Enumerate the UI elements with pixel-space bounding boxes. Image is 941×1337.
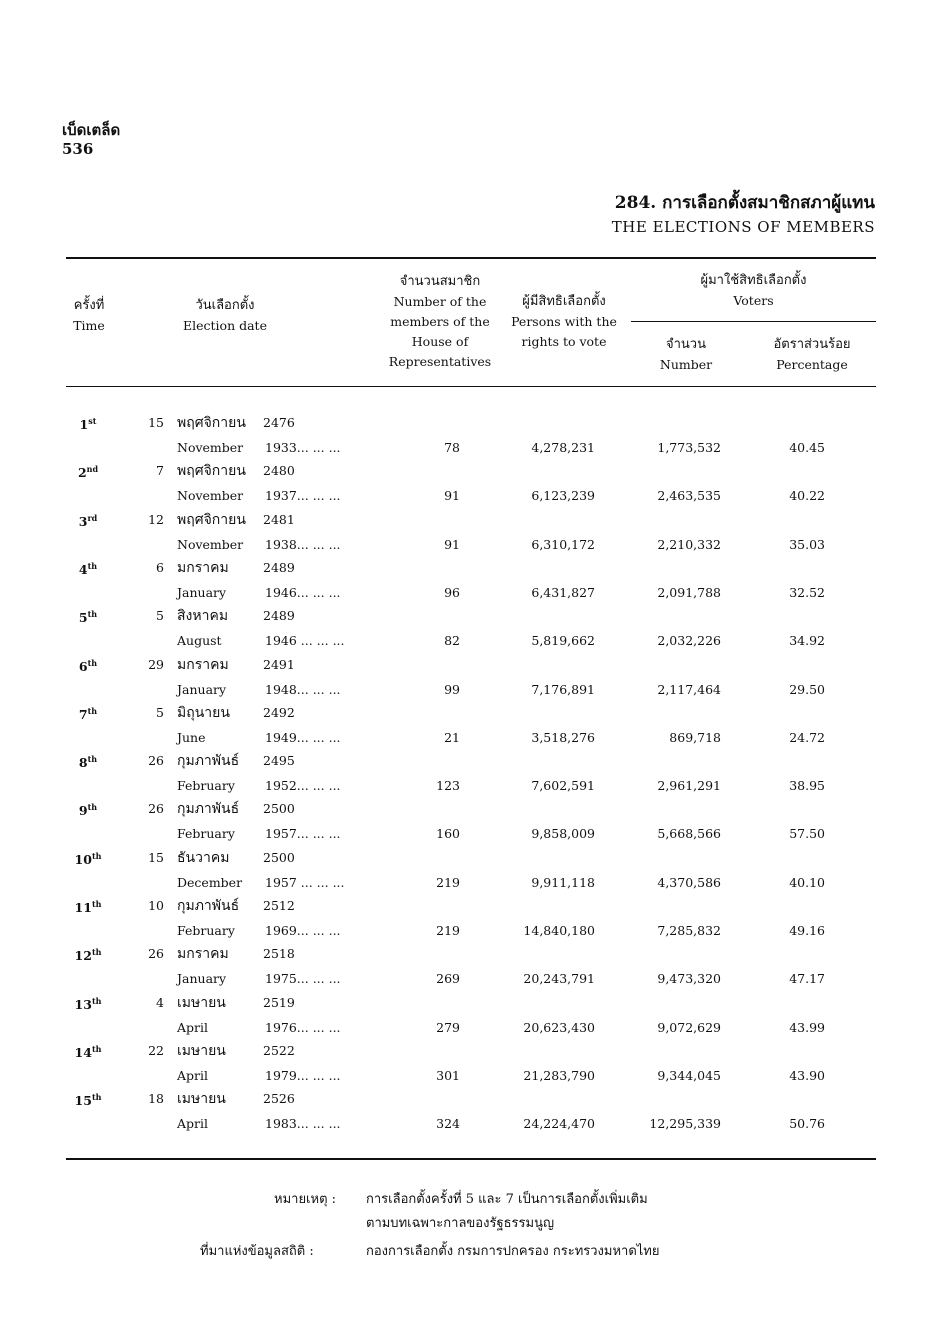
row-time-suffix: th (87, 802, 98, 813)
row-thai-year: 2489 (263, 559, 295, 575)
row-time-number: 6 (78, 658, 88, 674)
row-thai-month: มกราคม (177, 656, 229, 673)
row-time (66, 655, 110, 675)
row-year: 1933... ... ... (265, 440, 341, 455)
row-month: April (177, 1067, 208, 1083)
row-time (66, 1041, 110, 1061)
row-month: June (177, 729, 206, 745)
row-time-suffix: th (91, 995, 102, 1006)
page-number: 536 (62, 140, 94, 158)
row-voters: 4,370,586 (657, 874, 721, 890)
col-date-header: วันเลือกตั้ง Election date (183, 298, 267, 333)
row-members: 82 (444, 633, 460, 649)
row-thai-year: 2522 (263, 1042, 295, 1058)
remark-line-2: ตามบทเฉพาะกาลของรัฐธรรมนูญ (366, 1216, 555, 1231)
row-rights: 9,911,118 (531, 874, 595, 890)
row-year: 1957... ... ... (265, 826, 341, 842)
row-voters: 2,210,332 (657, 536, 721, 552)
row-time-suffix: nd (86, 464, 99, 475)
row-percentage: 57.50 (789, 826, 825, 842)
table-title-thai: 284. การเลือกตั้งสมาชิกสภาผู้แทน (614, 193, 875, 213)
row-time-number: 13 (74, 996, 92, 1012)
row-voters: 12,295,339 (649, 1116, 721, 1132)
row-thai-year: 2481 (263, 511, 295, 527)
row-percentage: 43.99 (789, 1019, 825, 1035)
row-time-suffix: th (87, 560, 98, 571)
row-time-suffix: th (91, 899, 102, 909)
row-voters: 869,718 (669, 729, 721, 745)
row-day: 7 (156, 463, 164, 479)
row-time-suffix: th (87, 705, 98, 716)
row-month: January (177, 971, 227, 987)
row-year: 1946... ... ... (265, 584, 341, 600)
col-time-header: ครั้งที่ Time (73, 298, 105, 333)
row-members: 269 (436, 971, 460, 987)
row-day: 22 (148, 1042, 164, 1058)
row-time (66, 848, 110, 868)
row-time-suffix: th (87, 657, 98, 668)
row-thai-month: มิถุนายน (177, 704, 230, 721)
row-percentage: 35.03 (789, 536, 825, 552)
table-bottom-rule (66, 1158, 876, 1160)
row-thai-year: 2526 (263, 1091, 295, 1107)
row-rights: 4,278,231 (531, 440, 595, 455)
row-percentage: 29.50 (789, 681, 825, 697)
row-time (66, 751, 110, 771)
row-time (66, 993, 110, 1013)
row-time (66, 703, 110, 723)
row-thai-month: พฤศจิกายน (177, 463, 246, 480)
row-rights: 3,518,276 (531, 729, 595, 745)
row-thai-month: พฤศจิกายน (177, 511, 246, 528)
row-time-number: 9 (78, 803, 88, 819)
row-day: 29 (148, 656, 164, 672)
row-thai-month: สิงหาคม (177, 608, 229, 625)
source-text: กองการเลือกตั้ง กรมการปกครอง กระทรวงมหาดไทย (366, 1244, 660, 1259)
row-rights: 7,602,591 (531, 778, 595, 794)
row-day: 26 (148, 801, 164, 817)
row-rights: 24,224,470 (523, 1116, 595, 1132)
col-rights-header: ผู้มีสิทธิเลือกตั้ง Persons with the rights to vote (511, 294, 617, 349)
row-month: November (177, 440, 244, 455)
row-time-number: 11 (74, 900, 92, 916)
table-top-rule (66, 257, 876, 259)
row-thai-month: กุมภาพันธ์ (177, 801, 240, 818)
row-day: 15 (148, 849, 164, 865)
row-day: 26 (148, 946, 164, 962)
remark-line-1: การเลือกตั้งครั้งที่ 5 และ 7 เป็นการเลือกตั้งเพิ่มเติม (366, 1192, 648, 1207)
row-percentage: 38.95 (789, 778, 825, 794)
col-voters-header: ผู้มาใช้สิทธิเลือกตั้ง Voters (700, 273, 807, 308)
row-thai-month: กุมภาพันธ์ (177, 753, 240, 770)
row-members: 219 (436, 874, 460, 890)
row-percentage: 43.90 (789, 1067, 825, 1083)
row-year: 1948... ... ... (265, 681, 341, 697)
row-rights: 7,176,891 (531, 681, 595, 697)
row-time (66, 461, 110, 481)
row-day: 6 (156, 559, 164, 575)
row-day: 10 (148, 898, 164, 913)
row-rights: 9,858,009 (531, 826, 595, 842)
table-header-rule (66, 386, 876, 387)
row-thai-month: มกราคม (177, 946, 229, 963)
row-voters: 9,072,629 (657, 1019, 721, 1035)
row-thai-year: 2480 (263, 463, 295, 479)
row-thai-month: ธันวาคม (177, 849, 230, 866)
row-thai-year: 2491 (263, 656, 295, 672)
row-month: January (177, 584, 227, 600)
row-time-number: 7 (78, 706, 88, 722)
remark-label: หมายเหตุ : (274, 1192, 337, 1207)
row-month: November (177, 536, 244, 552)
row-time (66, 510, 110, 530)
row-time-suffix: th (87, 754, 98, 765)
row-time-number: 5 (78, 610, 88, 626)
row-rights: 21,283,790 (523, 1067, 595, 1083)
row-thai-year: 2489 (263, 608, 295, 624)
row-members: 91 (444, 536, 460, 552)
row-rights: 6,310,172 (531, 536, 595, 552)
row-day: 15 (148, 415, 164, 430)
row-time-number: 10 (74, 851, 92, 867)
row-time-number: 15 (74, 1093, 92, 1109)
row-members: 160 (436, 826, 460, 842)
row-time-number: 3 (78, 513, 88, 529)
row-day: 12 (148, 511, 164, 527)
row-month: April (177, 1019, 208, 1035)
row-rights: 5,819,662 (531, 633, 595, 649)
row-time (66, 558, 110, 578)
row-voters: 1,773,532 (657, 440, 721, 455)
row-time (66, 799, 110, 819)
row-year: 1976... ... ... (265, 1019, 341, 1035)
row-time-number: 14 (74, 1045, 92, 1061)
row-percentage: 49.16 (789, 923, 825, 938)
row-members: 91 (444, 488, 460, 504)
row-day: 5 (156, 704, 164, 720)
row-time (66, 413, 110, 433)
row-thai-year: 2512 (263, 898, 295, 913)
row-thai-month: เมษายน (177, 1042, 226, 1059)
row-thai-year: 2518 (263, 946, 295, 962)
row-thai-month: กุมภาพันธ์ (177, 898, 240, 914)
row-members: 219 (436, 923, 460, 938)
row-voters: 2,091,788 (657, 584, 721, 600)
row-rights: 6,431,827 (531, 584, 595, 600)
row-percentage: 40.22 (789, 488, 825, 504)
row-thai-month: มกราคม (177, 559, 229, 576)
row-time-suffix: th (91, 1092, 102, 1103)
col-percentage-header: อัตราส่วนร้อย Percentage (773, 337, 851, 372)
row-thai-year: 2500 (263, 801, 295, 817)
row-members: 301 (436, 1067, 460, 1083)
row-voters: 7,285,832 (657, 923, 721, 938)
row-day: 4 (156, 994, 164, 1010)
row-month: January (177, 681, 227, 697)
row-thai-year: 2495 (263, 753, 295, 769)
col-members-header: จำนวนสมาชิก Number of the members of the House of Representatives (388, 274, 492, 369)
row-day: 5 (156, 608, 164, 624)
row-time-suffix: rd (87, 512, 98, 523)
row-rights: 6,123,239 (531, 488, 595, 504)
row-percentage: 24.72 (789, 729, 825, 745)
row-month: February (177, 826, 235, 842)
row-percentage: 32.52 (789, 584, 825, 600)
row-rights: 20,623,430 (523, 1019, 595, 1035)
row-time (66, 1089, 110, 1109)
row-month: February (177, 923, 235, 938)
voters-subrule (631, 321, 876, 322)
row-time-number: 2 (77, 465, 87, 481)
row-year: 1937... ... ... (265, 488, 341, 504)
row-members: 324 (436, 1116, 460, 1132)
row-members: 279 (436, 1019, 460, 1035)
row-thai-month: เมษายน (177, 1091, 226, 1108)
row-voters: 2,961,291 (657, 778, 721, 794)
row-time-suffix: th (91, 850, 102, 861)
row-members: 99 (444, 681, 460, 697)
row-voters: 9,344,045 (657, 1067, 721, 1083)
row-percentage: 34.92 (789, 633, 825, 649)
row-year: 1975... ... ... (265, 971, 341, 987)
row-time-number: 1 (79, 417, 89, 433)
row-thai-year: 2500 (263, 849, 295, 865)
col-number-header: จำนวน Number (659, 337, 713, 372)
row-year: 1949... ... ... (265, 729, 341, 745)
row-month: April (177, 1116, 208, 1132)
page-header: เบ็ดเตล็ด (62, 121, 121, 139)
row-percentage: 47.17 (789, 971, 825, 987)
row-rights: 14,840,180 (523, 923, 595, 938)
row-thai-year: 2492 (263, 704, 295, 720)
row-voters: 9,473,320 (657, 971, 721, 987)
row-members: 96 (444, 584, 460, 600)
row-percentage: 40.10 (789, 874, 825, 890)
row-time-number: 12 (74, 948, 92, 964)
row-year: 1979... ... ... (265, 1067, 341, 1083)
row-percentage: 50.76 (789, 1116, 825, 1132)
row-members: 123 (436, 778, 460, 794)
row-time-suffix: th (91, 947, 102, 958)
row-month: November (177, 488, 244, 504)
row-time-number: 4 (78, 562, 88, 578)
row-year: 1969... ... ... (265, 923, 341, 938)
row-year: 1957 ... ... ... (265, 874, 345, 890)
row-members: 21 (444, 729, 460, 745)
row-time-suffix: st (88, 416, 97, 426)
table-title-english: THE ELECTIONS OF MEMBERS (611, 218, 875, 236)
row-day: 26 (148, 753, 164, 769)
row-thai-year: 2519 (263, 994, 295, 1010)
row-year: 1952... ... ... (265, 778, 341, 794)
row-time (66, 944, 110, 964)
row-year: 1938... ... ... (265, 536, 341, 552)
row-voters: 2,463,535 (657, 488, 721, 504)
row-time (66, 896, 110, 916)
row-voters: 2,032,226 (657, 633, 721, 649)
row-year: 1946 ... ... ... (265, 633, 345, 649)
row-time-suffix: th (87, 609, 98, 620)
row-time-number: 8 (78, 755, 88, 771)
row-members: 78 (444, 440, 460, 455)
row-month: August (177, 633, 222, 649)
row-voters: 5,668,566 (657, 826, 721, 842)
row-time (66, 606, 110, 626)
row-thai-month: เมษายน (177, 994, 226, 1011)
row-thai-month: พฤศจิกายน (177, 415, 246, 431)
row-rights: 20,243,791 (523, 971, 595, 987)
row-percentage: 40.45 (789, 440, 825, 455)
row-thai-year: 2476 (263, 415, 295, 430)
row-month: December (177, 874, 243, 890)
row-voters: 2,117,464 (657, 681, 721, 697)
source-label: ที่มาแห่งข้อมูลสถิติ : (200, 1244, 314, 1259)
row-day: 18 (148, 1091, 164, 1107)
row-time-suffix: th (91, 1043, 102, 1054)
row-year: 1983... ... ... (265, 1116, 341, 1132)
row-month: February (177, 778, 235, 794)
